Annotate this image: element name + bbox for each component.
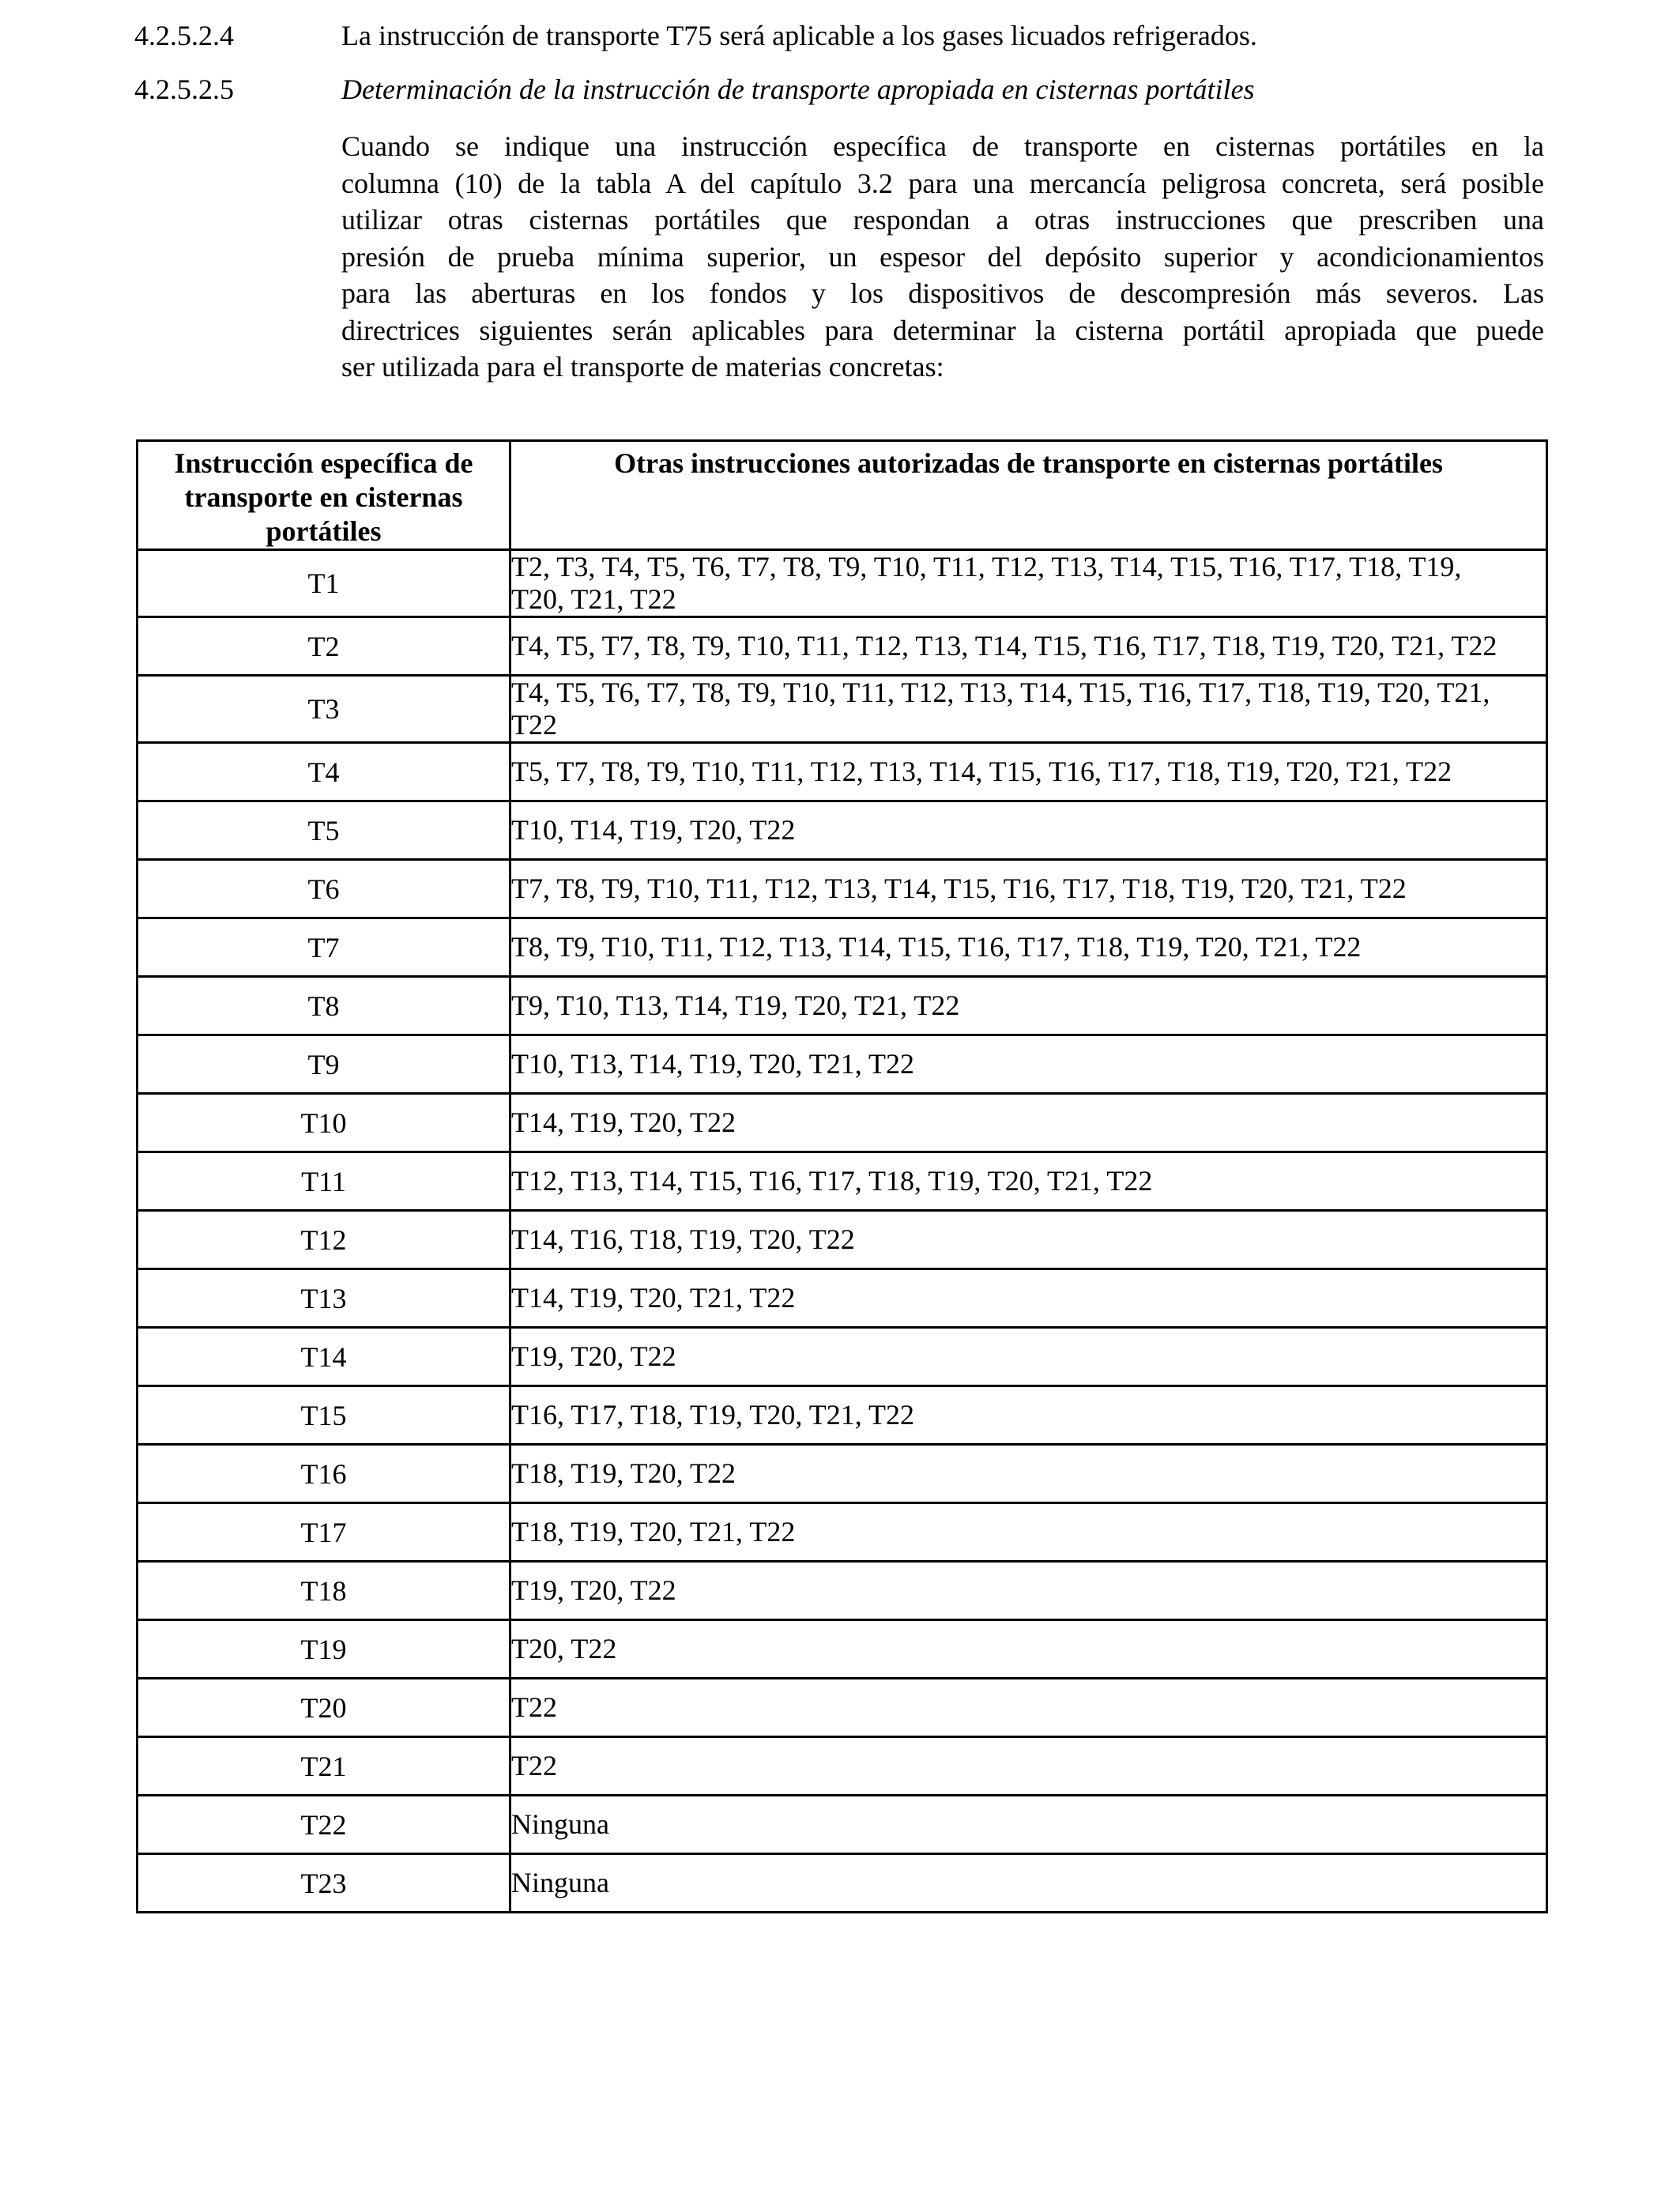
body-line: directrices siguientes serán aplicables para determinar la cisterna portátil apropiada que puede: [341, 314, 1544, 346]
portable-tank-instructions-table: [136, 439, 1548, 1913]
instruction-code-cell: T3: [137, 676, 510, 743]
allowed-instructions-cell: T14, T19, T20, T21, T22: [510, 1269, 1547, 1328]
body-line: Cuando se indique una instrucción específica de transporte en cisternas portátiles en la: [341, 130, 1544, 162]
instruction-code-cell: T14: [137, 1328, 510, 1386]
instruction-code-cell: T7: [137, 918, 510, 977]
table-row: [137, 676, 1547, 743]
table-row: [137, 1386, 1547, 1445]
paragraph-number: 4.2.5.2.4: [134, 20, 234, 51]
allowed-instructions-cell: T9, T10, T13, T14, T19, T20, T21, T22: [510, 977, 1547, 1035]
table-row: [137, 1562, 1547, 1620]
instruction-code-cell: T20: [137, 1679, 510, 1737]
table-header-row: [137, 441, 1547, 550]
table-row: [137, 1269, 1547, 1328]
table-row: [137, 1854, 1547, 1913]
instruction-code-cell: T11: [137, 1152, 510, 1211]
allowed-instructions-cell: T20, T22: [510, 1620, 1547, 1679]
allowed-instructions-cell: T7, T8, T9, T10, T11, T12, T13, T14, T15, T16, T17, T18, T19, T20, T21, T22: [510, 860, 1547, 918]
table-row: [137, 1328, 1547, 1386]
allowed-instructions-cell: T2, T3, T4, T5, T6, T7, T8, T9, T10, T11, T12, T13, T14, T15, T16, T17, T18, T19, T20, T21, T22: [510, 550, 1547, 617]
instruction-code-cell: T16: [137, 1445, 510, 1503]
column-header-other-instructions: Otras instrucciones autorizadas de transporte en cisternas portátiles: [510, 441, 1547, 550]
allowed-instructions-cell: T18, T19, T20, T21, T22: [510, 1503, 1547, 1562]
body-line: ser utilizada para el transporte de materias concretas:: [341, 351, 944, 383]
table-row: [137, 743, 1547, 801]
instruction-code-cell: T22: [137, 1796, 510, 1854]
table-row: [137, 617, 1547, 676]
body-line: utilizar otras cisternas portátiles que respondan a otras instrucciones que prescriben una: [341, 204, 1544, 236]
allowed-instructions-cell: T4, T5, T7, T8, T9, T10, T11, T12, T13, T14, T15, T16, T17, T18, T19, T20, T21, T22: [510, 617, 1547, 676]
allowed-instructions-cell: T19, T20, T22: [510, 1328, 1547, 1386]
table-row: [137, 1152, 1547, 1211]
allowed-instructions-cell: T22: [510, 1679, 1547, 1737]
body-line: columna (10) de la tabla A del capítulo 3.2 para una mercancía peligrosa concreta, será posible: [341, 167, 1544, 199]
allowed-instructions-cell: T4, T5, T6, T7, T8, T9, T10, T11, T12, T13, T14, T15, T16, T17, T18, T19, T20, T21, T22: [510, 676, 1547, 743]
allowed-instructions-cell: Ninguna: [510, 1796, 1547, 1854]
instruction-code-cell: T13: [137, 1269, 510, 1328]
allowed-instructions-cell: T12, T13, T14, T15, T16, T17, T18, T19, T20, T21, T22: [510, 1152, 1547, 1211]
allowed-instructions-cell: T16, T17, T18, T19, T20, T21, T22: [510, 1386, 1547, 1445]
instruction-code-cell: T21: [137, 1737, 510, 1796]
table-row: [137, 550, 1547, 617]
allowed-instructions-cell: T22: [510, 1737, 1547, 1796]
allowed-instructions-cell: T18, T19, T20, T22: [510, 1445, 1547, 1503]
allowed-instructions-cell: T8, T9, T10, T11, T12, T13, T14, T15, T16, T17, T18, T19, T20, T21, T22: [510, 918, 1547, 977]
instruction-code-cell: T5: [137, 801, 510, 860]
instruction-code-cell: T8: [137, 977, 510, 1035]
instruction-code-cell: T15: [137, 1386, 510, 1445]
body-line: presión de prueba mínima superior, un espesor del depósito superior y acondicionamientos: [341, 240, 1544, 273]
table-row: [137, 1094, 1547, 1152]
table-row: [137, 1679, 1547, 1737]
allowed-instructions-cell: T14, T19, T20, T22: [510, 1094, 1547, 1152]
allowed-instructions-cell: Ninguna: [510, 1854, 1547, 1913]
instruction-code-cell: T10: [137, 1094, 510, 1152]
table-row: [137, 1211, 1547, 1269]
table-row: [137, 977, 1547, 1035]
instruction-code-cell: T4: [137, 743, 510, 801]
allowed-instructions-cell: T10, T13, T14, T19, T20, T21, T22: [510, 1035, 1547, 1094]
paragraph-heading: Determinación de la instrucción de transporte apropiada en cisternas portátiles: [341, 74, 1255, 105]
table-row: [137, 801, 1547, 860]
table-row: [137, 1445, 1547, 1503]
column-header-instruction: Instrucción específica de transporte en cisternas portátiles: [137, 441, 510, 550]
table-row: [137, 1796, 1547, 1854]
instruction-code-cell: T23: [137, 1854, 510, 1913]
allowed-instructions-cell: T19, T20, T22: [510, 1562, 1547, 1620]
paragraph-number: 4.2.5.2.5: [134, 74, 234, 105]
paragraph-text: La instrucción de transporte T75 será aplicable a los gases licuados refrigerados.: [341, 20, 1257, 51]
table-row: [137, 918, 1547, 977]
allowed-instructions-cell: T5, T7, T8, T9, T10, T11, T12, T13, T14, T15, T16, T17, T18, T19, T20, T21, T22: [510, 743, 1547, 801]
allowed-instructions-cell: T10, T14, T19, T20, T22: [510, 801, 1547, 860]
instruction-code-cell: T6: [137, 860, 510, 918]
table-row: [137, 1035, 1547, 1094]
instruction-code-cell: T2: [137, 617, 510, 676]
instruction-code-cell: T9: [137, 1035, 510, 1094]
table-row: [137, 860, 1547, 918]
allowed-instructions-cell: T14, T16, T18, T19, T20, T22: [510, 1211, 1547, 1269]
body-paragraph: [341, 128, 1544, 386]
instruction-code-cell: T17: [137, 1503, 510, 1562]
instruction-code-cell: T19: [137, 1620, 510, 1679]
instruction-code-cell: T1: [137, 550, 510, 617]
instruction-code-cell: T12: [137, 1211, 510, 1269]
body-line: para las aberturas en los fondos y los dispositivos de descompresión más severos. Las: [341, 277, 1544, 309]
instruction-code-cell: T18: [137, 1562, 510, 1620]
table-row: [137, 1503, 1547, 1562]
table-body: [137, 550, 1547, 1913]
table-row: [137, 1620, 1547, 1679]
table-row: [137, 1737, 1547, 1796]
